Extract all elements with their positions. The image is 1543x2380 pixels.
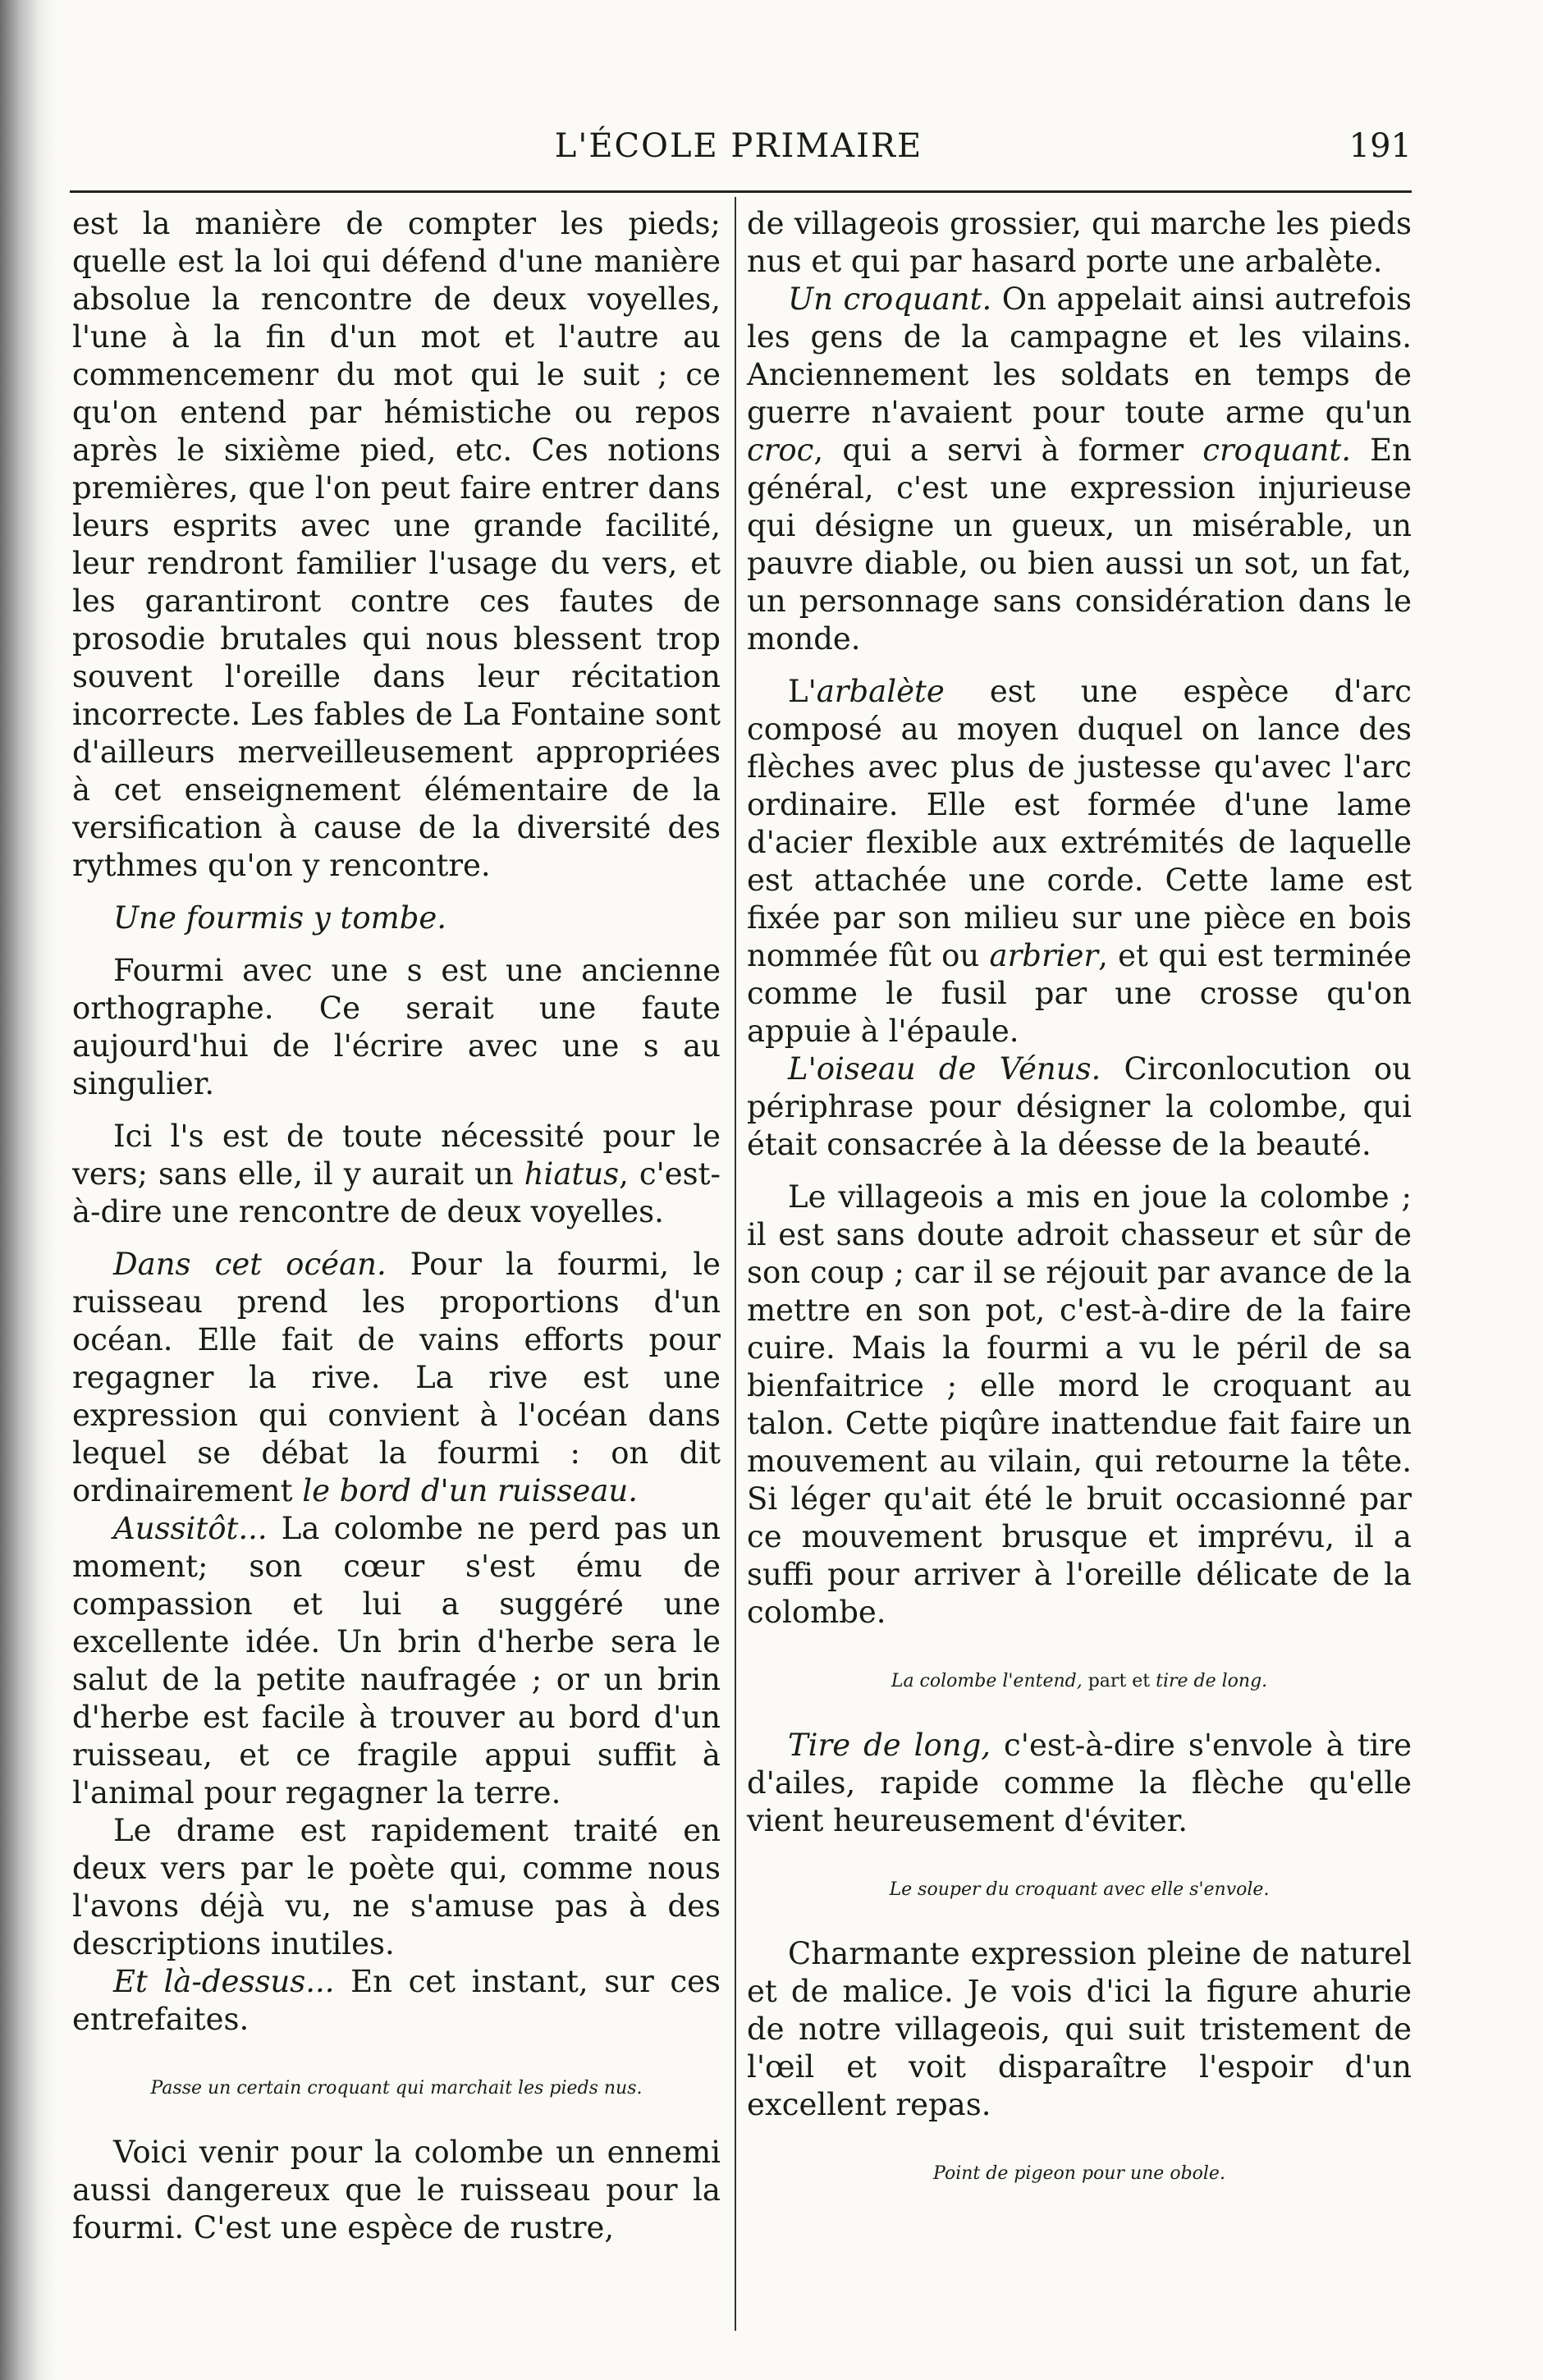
paragraph: est la manière de compter les pieds; quelle est la loi qui défend d'une manière absolue la rencontre de deux voyelles, l'une à la fin d'un mot et l'autre au commencemenr du mot qui le suit ; ce qu'on entend par hémistiche ou repos après le sixième pied, etc. Ces notions premières, que l'on peut faire entrer dans leurs esprits avec une grande facilité, leur rendront familier l'usage du vers, et les garantiront contre ces fautes de prosodie brutales qui nous blessent trop souvent l'oreille dans leur récitation incorrecte. Les fables de La Fontaine sont d'ailleurs merveilleusement appropriées à cet enseignement élémentaire de la versification à cause de la diversité des rythmes qu'on y rencontre.: [72, 206, 721, 883]
paragraph: Fourmi avec une s est une ancienne orthographe. Ce serait une faute aujourd'hui de l'écrire avec une s au singulier.: [72, 953, 721, 1101]
left-column: [72, 205, 721, 2247]
lemma: L'oiseau de Vénus.: [788, 1051, 1101, 1087]
term: croquant.: [1202, 433, 1351, 468]
term: croc: [747, 433, 814, 468]
lemma: Et là-dessus...: [113, 1964, 335, 1999]
paragraph: [747, 1050, 1412, 1164]
lemma: Tire de long,: [788, 1728, 991, 1763]
text: Pour la fourmi, le ruisseau prend les proportions d'un océan. Elle fait de vains efforts pour regagner la rive. La rive est une expression qui convient à l'océan dans lequel se débat la fourmi : on dit ordinairement: [72, 1247, 721, 1508]
text: est une espèce d'arc composé au moyen duquel on lance des flèches avec plus de justesse qu'avec l'arc ordinaire. Elle est formée d'une lame d'acier flexible aux extrémités de laquelle est attachée une corde. Cette lame est fixée par son milieu sur une pièce en bois nommée fût ou: [747, 674, 1412, 973]
paragraph: Le villageois a mis en joue la colombe ; il est sans doute adroit chasseur et sûr de son coup ; car il se réjouit par avance de la mettre en son pot, c'est-à-dire de la faire cuire. Mais la fourmi a vu le péril de sa bienfaitrice ; elle mord le croquant au talon. Cette piqûre inattendue fait faire un mouvement au vilain, qui retourne la tête. Si léger qu'ait été le bruit occasionné par ce mouvement brusque et imprévu, il a suffi pour arriver à l'oreille délicate de la colombe.: [747, 1179, 1412, 1630]
text: On appelait ainsi autrefois les gens de la campagne et les vilains. Anciennement les soldats en temps de guerre n'avaient pour toute arme qu'un: [747, 281, 1412, 430]
scan-binding-shadow: [0, 0, 57, 2380]
paragraph: Le drame est rapidement traité en deux vers par le poète qui, comme nous l'avons déjà vu, ne s'amuse pas à des descriptions inutiles.: [72, 1813, 721, 1961]
paragraph: [72, 1118, 721, 1231]
page-header: [66, 127, 1412, 176]
paragraph: Voici venir pour la colombe un ennemi aussi dangereux que le ruisseau pour la fourmi. C'est une espèce de rustre,: [72, 2135, 721, 2245]
verse-quote: [747, 1669, 1412, 1694]
text: Circonlocution ou périphrase pour désigner la colombe, qui était consacrée à la déesse de la beauté.: [747, 1051, 1412, 1162]
paragraph: [747, 281, 1412, 658]
lemma: Un croquant.: [788, 281, 992, 317]
text: Ici l's est de toute nécessité pour le vers; sans elle, il y aurait un: [72, 1119, 721, 1192]
paragraph: Charmante expression pleine de naturel et de malice. Je vois d'ici la figure ahurie de notre villageois, qui suit tristement de l'œil et voit disparaître l'espoir d'un excellent repas.: [747, 1936, 1412, 2122]
verse-part: tire de long.: [1156, 1671, 1268, 1691]
paragraph: [72, 1963, 721, 2039]
term: le bord d'un ruisseau.: [302, 1473, 638, 1508]
verse-part: part et: [1082, 1671, 1156, 1691]
paragraph: [747, 1727, 1412, 1840]
text: La colombe ne perd pas un moment; son cœur s'est ému de compassion et lui a suggéré une excellente idée. Un brin d'herbe sera le salut de la petite naufragée ; or un brin d'herbe est facile à trouver au bord d'un ruisseau, et ce fragile appui suffit à l'animal pour regagner la terre.: [72, 1511, 721, 1810]
text: En cet instant, sur ces entrefaites.: [72, 1964, 721, 2037]
verse-quote: Point de pigeon pour une obole.: [933, 2163, 1225, 2184]
lemma: Une fourmis y tombe.: [113, 900, 447, 936]
header-rule: [70, 190, 1412, 193]
text: En général, c'est une expression injurieuse qui désigne un gueux, un misérable, un pauvre diable, ou bien aussi un sot, un fat, un personnage sans considération dans le monde.: [747, 433, 1412, 657]
paragraph: [747, 673, 1412, 1050]
term: arbrier: [989, 938, 1099, 973]
text: c'est-à-dire s'envole à tire d'ailes, rapide comme la flèche qu'elle vient heureusement d'éviter.: [747, 1728, 1412, 1838]
term: arbalète: [816, 674, 945, 709]
paragraph: de villageois grossier, qui marche les pieds nus et qui par hasard porte une arbalète.: [747, 206, 1412, 279]
paragraph: [72, 1510, 721, 1812]
term: hiatus: [524, 1156, 620, 1192]
page-number: 191: [1348, 127, 1412, 165]
running-head: L'ÉCOLE PRIMAIRE: [554, 127, 923, 165]
right-column: [747, 205, 1412, 2219]
text: , et qui est terminée comme le fusil par une crosse qu'on appuie à l'épaule.: [747, 938, 1412, 1049]
paragraph: [72, 1246, 721, 1510]
column-divider: [735, 197, 736, 2331]
text: , c'est-à-dire une rencontre de deux voyelles.: [72, 1156, 721, 1229]
lemma: Dans cet océan.: [113, 1247, 387, 1282]
verse-quote: Passe un certain croquant qui marchait les pieds nus.: [150, 2078, 643, 2099]
verse-part: La colombe l'entend,: [891, 1671, 1083, 1691]
text: , qui a servi à former: [813, 433, 1203, 468]
lemma: Aussitôt...: [113, 1511, 268, 1546]
verse-quote: Le souper du croquant avec elle s'envole.: [889, 1879, 1270, 1900]
text: L': [788, 674, 817, 709]
